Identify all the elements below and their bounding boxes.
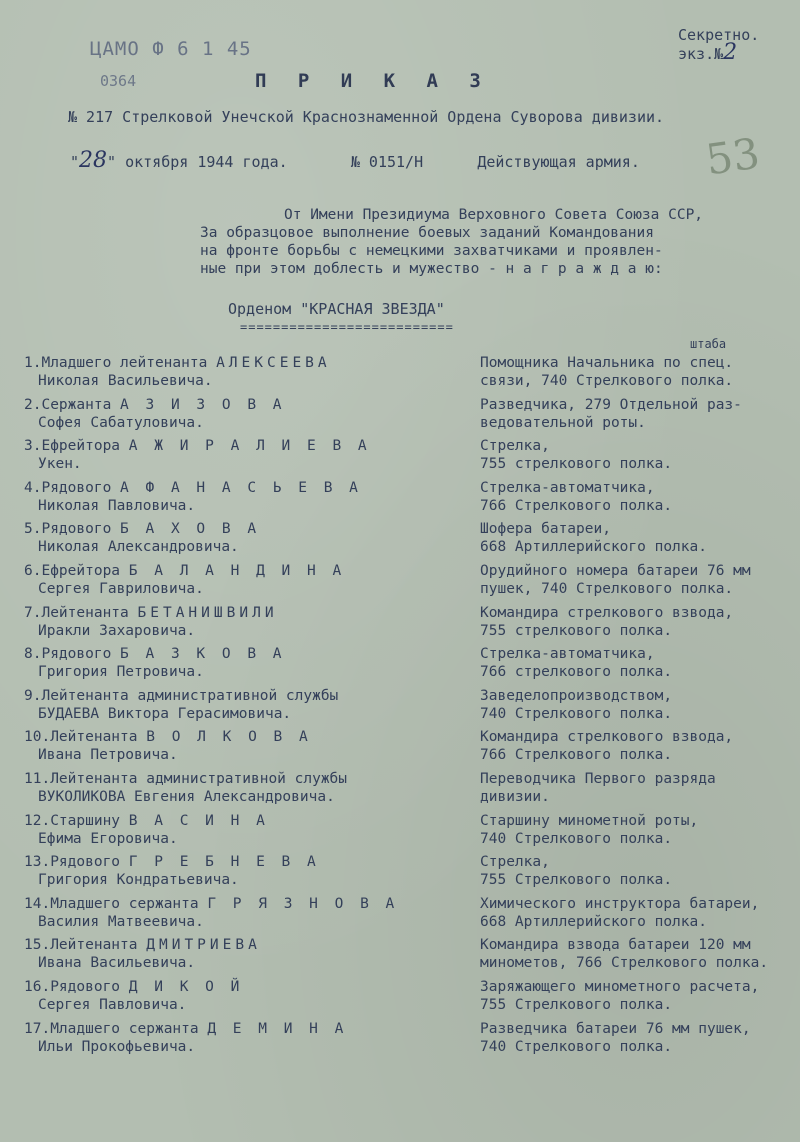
position [480, 978, 759, 1014]
surname: Б А Х О В А [120, 521, 261, 537]
person-name [24, 687, 338, 723]
preamble-line: От Имени Президиума Верховного Совета Союза ССР, [284, 207, 704, 223]
document-title: П Р И К А З [255, 70, 491, 92]
position [480, 354, 733, 390]
person-name [24, 645, 286, 681]
name-line-2: Григория Кондратьевича. [38, 872, 239, 888]
name-line-1 [24, 936, 261, 954]
entry-number: 13. [24, 854, 51, 870]
surname: Д Е М И Н А [207, 1021, 348, 1037]
position [480, 687, 672, 723]
name-line-2: Софея Сабатуловича. [38, 415, 204, 431]
name-line-1 [24, 895, 398, 913]
rank: Лейтенанта [50, 729, 138, 745]
surname: Г Р Я З Н О В А [207, 896, 399, 912]
award-entry [0, 1020, 800, 1060]
person-name [24, 354, 331, 390]
entry-number: 5. [24, 521, 42, 537]
name-line-1 [24, 1020, 347, 1038]
surname: А Ж И Р А Л И Е В А [128, 438, 371, 454]
award-entry [0, 687, 800, 727]
entry-number: 4. [24, 480, 42, 496]
secret-label: Секретно. [678, 26, 760, 44]
award-entry [0, 520, 800, 560]
award-entry [0, 895, 800, 935]
position-line-1: Разведчика, 279 Отдельной раз- [480, 397, 742, 413]
entry-number: 8. [24, 646, 42, 662]
name-line-1 [24, 354, 331, 372]
person-name [24, 978, 243, 1014]
name-line-1 [24, 770, 347, 788]
position [480, 1020, 751, 1056]
surname: БЕТАНИШВИЛИ [137, 605, 278, 621]
position [480, 812, 698, 848]
position-line-1: Орудийного номера батареи 76 мм [480, 563, 751, 579]
entry-number: 14. [24, 896, 51, 912]
person-name [24, 728, 312, 764]
position-line-1: Заряжающего минометного расчета, [480, 979, 760, 995]
name-line-2: Укен. [38, 456, 82, 472]
name-line-1 [24, 479, 362, 497]
position [480, 853, 672, 889]
position-line-1: Командира взвода батареи 120 мм [480, 937, 751, 953]
entry-number: 7. [24, 605, 42, 621]
surname: Б А Л А Н Д И Н А [128, 563, 346, 579]
rank: Лейтенанта административной службы [50, 771, 348, 787]
person-name [24, 562, 345, 598]
name-line-2: Ефима Егоровича. [38, 831, 178, 847]
secret-mark [678, 26, 759, 63]
entry-number: 17. [24, 1021, 51, 1037]
entry-number: 15. [24, 937, 51, 953]
position-line-2: 766 Стрелкового полка. [480, 498, 673, 514]
name-line-2: Иракли Захаровича. [38, 623, 196, 639]
person-name [24, 437, 371, 473]
award-entry [0, 396, 800, 436]
position-line-1: Химического инструктора батареи, [480, 896, 760, 912]
name-line-2: Сергея Гавриловича. [38, 581, 204, 597]
person-name [24, 520, 260, 556]
rank: Рядового [41, 646, 112, 662]
entry-number: 3. [24, 438, 42, 454]
position [480, 562, 751, 598]
award-entry [0, 770, 800, 810]
staff-label: штаба [690, 337, 727, 351]
name-line-1 [24, 396, 286, 414]
entry-number: 12. [24, 813, 51, 829]
position-line-2: ведовательной роты. [480, 415, 646, 431]
position [480, 604, 733, 640]
rank: Рядового [50, 979, 121, 995]
award-entry [0, 812, 800, 852]
award-entry [0, 604, 800, 644]
position [480, 479, 672, 515]
position [480, 520, 707, 556]
position-line-1: Стрелка-автоматчика, [480, 480, 655, 496]
name-line-2: Николая Васильевича. [38, 373, 213, 389]
name-line-2: Ильи Прокофьевича. [38, 1039, 196, 1055]
pencil-page-number: 53 [702, 128, 763, 185]
copy-label: экз.№ [678, 45, 724, 63]
person-name [24, 1020, 347, 1056]
position-line-2: пушек, 740 Стрелкового полка. [480, 581, 734, 597]
award-entry [0, 978, 800, 1018]
award-entry [0, 479, 800, 519]
position-line-2: 766 стрелкового полка. [480, 664, 673, 680]
name-line-1 [24, 562, 345, 580]
archive-stamp: ЦАМО Ф 6 1 45 [90, 38, 252, 60]
position [480, 728, 733, 764]
position [480, 396, 742, 432]
name-line-1 [24, 645, 286, 663]
person-name [24, 853, 320, 889]
name-line-1 [24, 604, 278, 622]
name-line-2: Ивана Петровича. [38, 747, 178, 763]
entry-number: 6. [24, 563, 42, 579]
entry-number: 11. [24, 771, 51, 787]
name-line-2: Василия Матвеевича. [38, 914, 204, 930]
award-title: Орденом "КРАСНАЯ ЗВЕЗДА" [228, 300, 445, 318]
order-number: № 0151/Н [350, 153, 424, 171]
person-name [24, 812, 269, 848]
position-line-2: дивизии. [480, 789, 550, 805]
preamble-line: на фронте борьбы с немецкими захватчиками и проявлен- [200, 243, 663, 259]
entry-number: 9. [24, 688, 42, 704]
surname: А Ф А Н А С Ь Е В А [120, 480, 362, 496]
position-line-1: Заведелопроизводством, [480, 688, 673, 704]
surname: В О Л К О В А [146, 729, 312, 745]
entry-number: 2. [24, 397, 42, 413]
rank: Младшего сержанта [50, 896, 199, 912]
entry-number: 10. [24, 729, 51, 745]
person-name [24, 479, 362, 515]
name-line-1 [24, 437, 371, 455]
position-line-1: Старшину минометной роты, [480, 813, 699, 829]
position-line-1: Разведчика батареи 76 мм пушек, [480, 1021, 751, 1037]
rank: Лейтенанта административной службы [41, 688, 339, 704]
person-name [24, 396, 286, 432]
award-entry [0, 354, 800, 394]
surname: Д И К О Й [128, 979, 244, 995]
preamble [200, 206, 703, 278]
rank: Лейтенанта [41, 605, 129, 621]
name-line-2: Николая Александровича. [38, 539, 239, 555]
preamble-line: ные при этом доблесть и мужество - н а г р а ж д а ю: [200, 261, 663, 277]
rank: Младшего сержанта [50, 1021, 199, 1037]
rank: Рядового [41, 480, 112, 496]
name-line-1 [24, 520, 260, 538]
position-line-2: 740 Стрелкового полка. [480, 1039, 673, 1055]
name-line-1 [24, 853, 320, 871]
rank: Ефрейтора [41, 438, 121, 454]
position-line-1: Шофера батареи, [480, 521, 611, 537]
rank: Сержанта [41, 397, 112, 413]
name-line-1 [24, 978, 243, 996]
position-line-1: Стрелка-автоматчика, [480, 646, 655, 662]
name-line-2: Ивана Васильевича. [38, 955, 196, 971]
date-day: 28 [79, 148, 108, 173]
rank: Рядового [50, 854, 121, 870]
position-line-2: 755 Стрелкового полка. [480, 997, 673, 1013]
position-line-1: Стрелка, [480, 438, 550, 454]
surname: АЛЕКСЕЕВА [216, 355, 331, 371]
date-line: "28" октября 1944 года. № 0151/Н Действующая армия. [70, 148, 640, 173]
position-line-2: 668 Артиллерийского полка. [480, 539, 707, 555]
name-line-1 [24, 728, 312, 746]
name-line-1 [24, 687, 338, 705]
person-name [24, 895, 398, 931]
name-line-2: ВУКОЛИКОВА Евгения Александровича. [38, 789, 335, 805]
name-line-2: Сергея Павловича. [38, 997, 187, 1013]
surname: ДМИТРИЕВА [146, 937, 261, 953]
position-line-2: связи, 740 Стрелкового полка. [480, 373, 734, 389]
name-line-2: Григория Петровича. [38, 664, 204, 680]
rank: Лейтенанта [50, 937, 138, 953]
position-line-2: 668 Артиллерийского полка. [480, 914, 707, 930]
name-line-1 [24, 812, 269, 830]
rank: Старшину [50, 813, 121, 829]
award-entry [0, 562, 800, 602]
position [480, 645, 672, 681]
position-line-1: Командира стрелкового взвода, [480, 729, 734, 745]
award-entry [0, 936, 800, 976]
rank: Ефрейтора [41, 563, 121, 579]
award-entry [0, 645, 800, 685]
preamble-line: За образцовое выполнение боевых заданий Командования [200, 225, 654, 241]
name-line-2: БУДАЕВА Виктора Герасимовича. [38, 706, 292, 722]
location: Действующая армия. [477, 153, 640, 171]
surname: А З И З О В А [120, 397, 286, 413]
award-entry [0, 853, 800, 893]
award-entry [0, 437, 800, 477]
position [480, 936, 768, 972]
position-line-2: 755 Стрелкового полка. [480, 872, 673, 888]
rank: Младшего лейтенанта [41, 355, 208, 371]
position-line-1: Переводчика Первого разряда [480, 771, 716, 787]
position [480, 770, 716, 806]
position-line-2: 755 стрелкового полка. [480, 456, 673, 472]
award-underline: ========================== [240, 320, 454, 334]
entry-number: 1. [24, 355, 42, 371]
copy-number-line [678, 40, 759, 65]
person-name [24, 604, 278, 640]
date-rest: октября 1944 года. [125, 153, 288, 171]
position-line-2: 740 Стрелкового полка. [480, 706, 673, 722]
position [480, 437, 672, 473]
award-entry [0, 728, 800, 768]
position-line-1: Стрелка, [480, 854, 550, 870]
person-name [24, 936, 261, 972]
name-line-2: Николая Павловича. [38, 498, 196, 514]
entry-number: 16. [24, 979, 51, 995]
surname: В А С И Н А [128, 813, 269, 829]
position [480, 895, 759, 931]
surname: Б А З К О В А [120, 646, 286, 662]
position-line-1: Командира стрелкового взвода, [480, 605, 734, 621]
division-line: № 217 Стрелковой Унечской Краснознаменной Ордена Суворова дивизии. [68, 108, 665, 126]
position-line-2: минометов, 766 Стрелкового полка. [480, 955, 769, 971]
copy-number: 2 [723, 40, 738, 65]
position-line-2: 755 стрелкового полка. [480, 623, 673, 639]
position-line-2: 766 Стрелкового полка. [480, 747, 673, 763]
person-name [24, 770, 347, 806]
rank: Рядового [41, 521, 112, 537]
position-line-1: Помощника Начальника по спец. [480, 355, 734, 371]
surname: Г Р Е Б Н Е В А [128, 854, 320, 870]
position-line-2: 740 Стрелкового полка. [480, 831, 673, 847]
archive-stamp-number: 0364 [100, 72, 137, 90]
